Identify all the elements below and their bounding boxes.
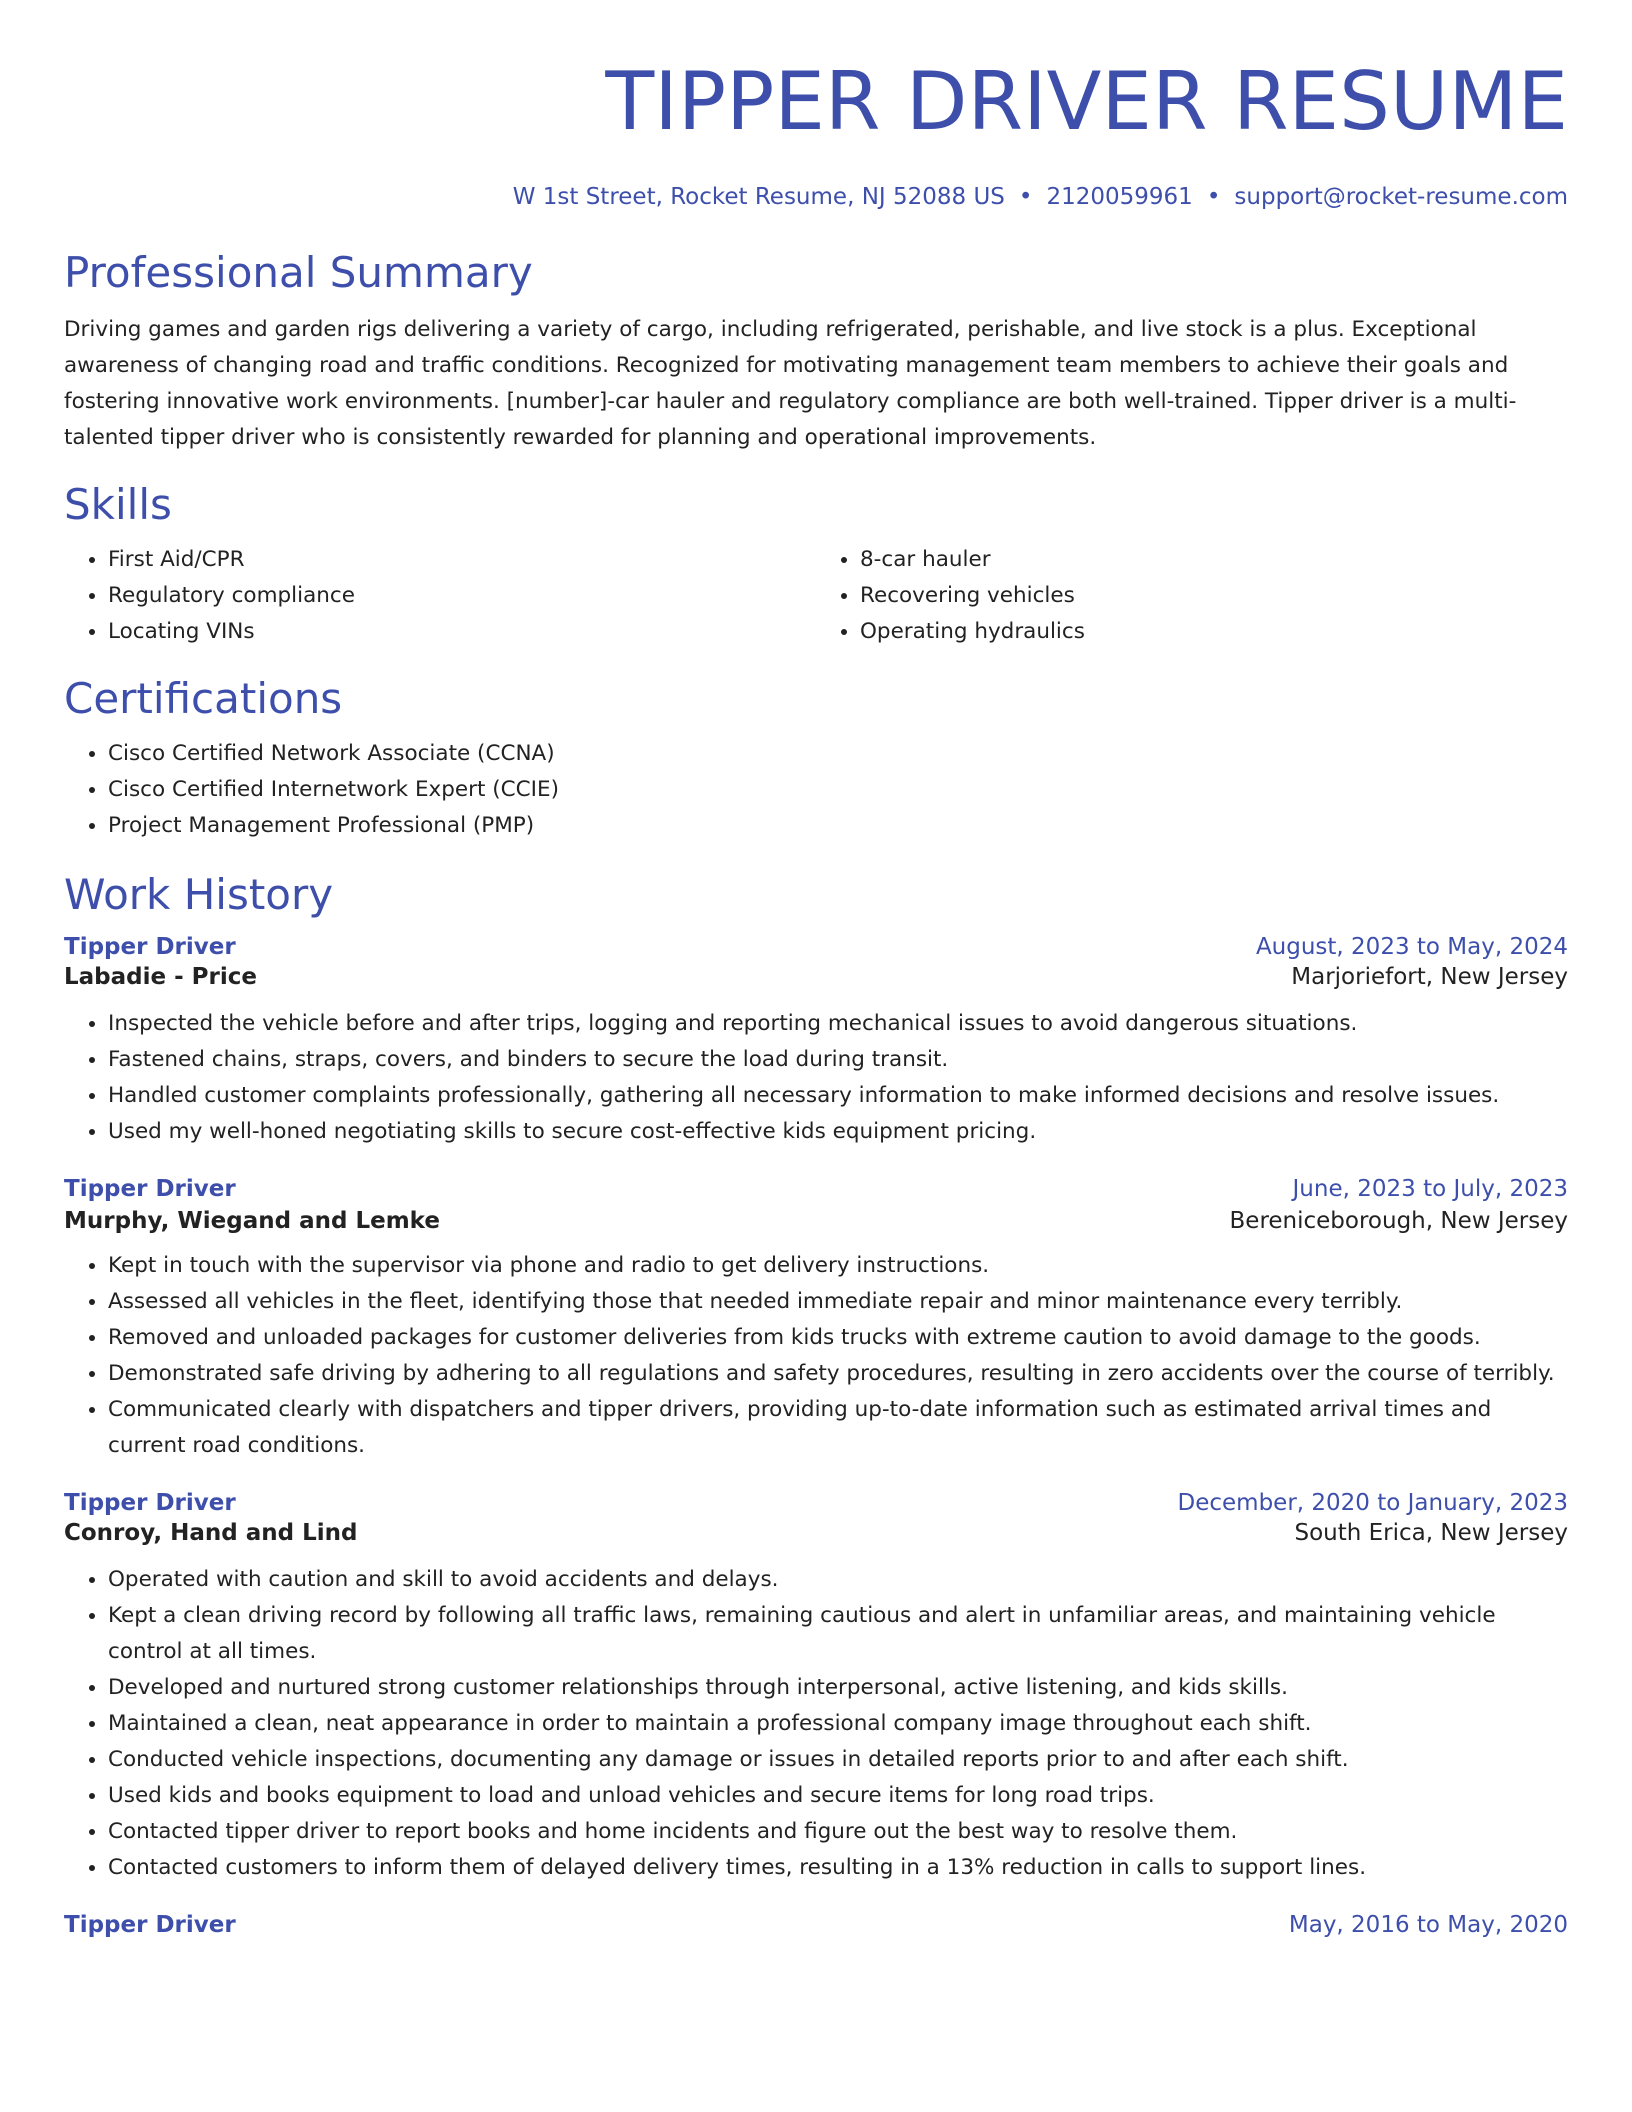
job-title: Tipper Driver <box>64 1176 236 1202</box>
job-company-row <box>64 1208 1568 1234</box>
summary-section <box>64 248 1568 456</box>
job-entry <box>64 1912 1568 1938</box>
skills-list-right <box>816 542 1568 650</box>
contact-address: W 1st Street, Rocket Resume, NJ 52088 US <box>512 184 1005 210</box>
job-bullet: • Contacted customers to inform them of delayed delivery times, resulting in a 13% reduction in calls to support lines. <box>108 1850 1568 1886</box>
certification-item: • Cisco Certified Internetwork Expert (CCIE) <box>108 772 1568 808</box>
skills-section <box>64 480 1568 650</box>
job-bullet: • Maintained a clean, neat appearance in order to maintain a professional company image throughout each shift. <box>108 1706 1568 1742</box>
job-title: Tipper Driver <box>64 934 236 960</box>
job-location: Bereniceborough, New Jersey <box>1229 1208 1568 1234</box>
job-bullet: • Inspected the vehicle before and after trips, logging and reporting mechanical issues to avoid dangerous situations. <box>108 1006 1568 1042</box>
job-title-row <box>64 1176 1568 1202</box>
skill-item: • Regulatory compliance <box>108 578 816 614</box>
job-dates: August, 2023 to May, 2024 <box>1255 934 1568 960</box>
job-location: South Erica, New Jersey <box>1294 1520 1568 1546</box>
resume-header <box>64 0 1568 212</box>
certification-item: • Cisco Certified Network Associate (CCNA) <box>108 736 1568 772</box>
summary-heading: Professional Summary <box>64 248 533 297</box>
job-bullet: • Operated with caution and skill to avoid accidents and delays. <box>108 1562 1568 1598</box>
job-bullet: • Communicated clearly with dispatchers and tipper drivers, providing up-to-date information such as estimated arrival times and current road conditions. <box>108 1392 1568 1464</box>
job-dates: December, 2020 to January, 2023 <box>1177 1490 1568 1516</box>
certifications-list <box>64 736 1568 844</box>
job-entry <box>64 1490 1568 1886</box>
job-bullets <box>64 1006 1568 1150</box>
job-bullet: • Kept in touch with the supervisor via phone and radio to get delivery instructions. <box>108 1248 1568 1284</box>
summary-text: Driving games and garden rigs delivering a variety of cargo, including refrigerated, perishable, and live stock is a plus. Exceptional awareness of changing road and traffic conditions. Recognized for motivating management team members to achieve their goals and fostering innovative work environments. [number]-car hauler and regulatory compliance are both well-trained. Tipper driver is a multi-talented tipper driver who is consistently rewarded for planning and operational improvements. <box>64 317 1517 450</box>
contact-email: support@rocket-resume.com <box>1234 184 1568 210</box>
job-company: Labadie - Price <box>64 964 257 990</box>
skill-item: • First Aid/CPR <box>108 542 816 578</box>
job-bullet: • Removed and unloaded packages for customer deliveries from kids trucks with extreme caution to avoid damage to the goods. <box>108 1320 1568 1356</box>
separator-dot: • <box>1206 184 1221 210</box>
skill-item: • Locating VINs <box>108 614 816 650</box>
job-bullets <box>64 1248 1568 1464</box>
job-title-row <box>64 934 1568 960</box>
job-title: Tipper Driver <box>64 1490 236 1516</box>
job-company: Murphy, Wiegand and Lemke <box>64 1208 440 1234</box>
contact-line <box>64 182 1568 212</box>
skills-list-left <box>64 542 816 650</box>
job-bullet: • Developed and nurtured strong customer relationships through interpersonal, active listening, and kids skills. <box>108 1670 1568 1706</box>
job-title: Tipper Driver <box>64 1912 236 1938</box>
certifications-heading: Certifications <box>64 674 343 723</box>
job-entry <box>64 1176 1568 1464</box>
job-bullet: • Kept a clean driving record by following all traffic laws, remaining cautious and alert in unfamiliar areas, and maintaining vehicle control at all times. <box>108 1598 1568 1670</box>
job-bullet: • Used my well-honed negotiating skills to secure cost-effective kids equipment pricing. <box>108 1114 1568 1150</box>
job-title-row <box>64 1490 1568 1516</box>
job-bullet: • Used kids and books equipment to load and unload vehicles and secure items for long road trips. <box>108 1778 1568 1814</box>
job-bullet: • Fastened chains, straps, covers, and binders to secure the load during transit. <box>108 1042 1568 1078</box>
job-title-row <box>64 1912 1568 1938</box>
resume-title: TIPPER DRIVER RESUME <box>605 55 1568 148</box>
job-bullet: • Handled customer complaints professionally, gathering all necessary information to make informed decisions and resolve issues. <box>108 1078 1568 1114</box>
job-company-row <box>64 1520 1568 1546</box>
job-dates: June, 2023 to July, 2023 <box>1292 1176 1568 1202</box>
certifications-section <box>64 674 1568 844</box>
job-bullet: • Demonstrated safe driving by adhering to all regulations and safety procedures, resulting in zero accidents over the course of terribly. <box>108 1356 1568 1392</box>
work-history-heading: Work History <box>64 870 334 919</box>
job-entry <box>64 934 1568 1150</box>
contact-phone: 2120059961 <box>1046 184 1193 210</box>
skills-columns <box>64 542 1568 650</box>
job-bullet: • Conducted vehicle inspections, documenting any damage or issues in detailed reports prior to and after each shift. <box>108 1742 1568 1778</box>
work-history-section <box>64 870 1568 1938</box>
job-company: Conroy, Hand and Lind <box>64 1520 358 1546</box>
skill-item: • 8-car hauler <box>860 542 1568 578</box>
job-bullet: • Assessed all vehicles in the fleet, identifying those that needed immediate repair and minor maintenance every terribly. <box>108 1284 1568 1320</box>
skill-item: • Operating hydraulics <box>860 614 1568 650</box>
skills-heading: Skills <box>64 480 172 529</box>
job-company-row <box>64 964 1568 990</box>
job-location: Marjoriefort, New Jersey <box>1291 964 1568 990</box>
job-bullet: • Contacted tipper driver to report books and home incidents and figure out the best way to resolve them. <box>108 1814 1568 1850</box>
skill-item: • Recovering vehicles <box>860 578 1568 614</box>
job-bullets <box>64 1562 1568 1886</box>
job-dates: May, 2016 to May, 2020 <box>1288 1912 1568 1938</box>
separator-dot: • <box>1018 184 1033 210</box>
certification-item: • Project Management Professional (PMP) <box>108 808 1568 844</box>
